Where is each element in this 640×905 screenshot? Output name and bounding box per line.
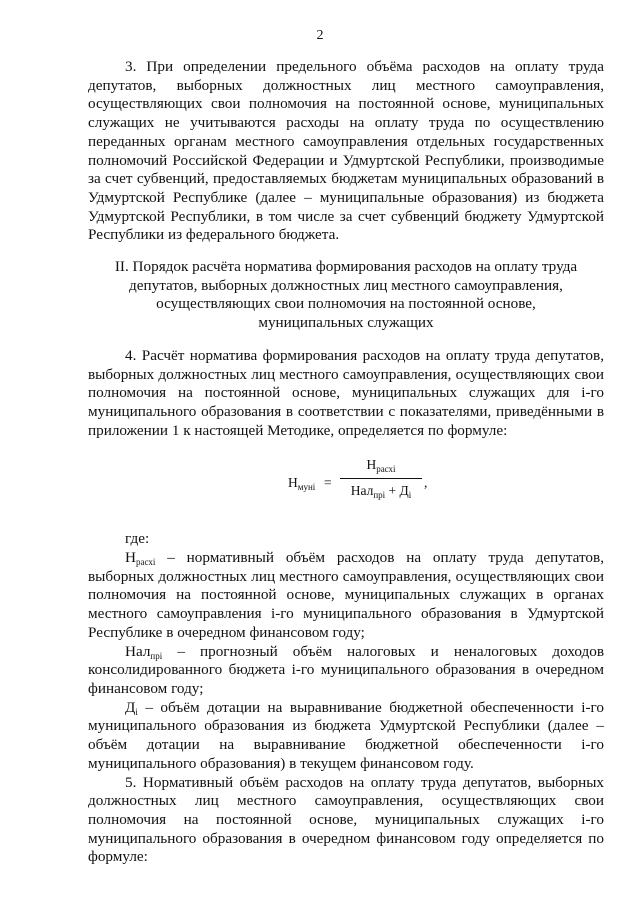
paragraph-3: 3. При определении предельного объёма расходов на оплату труда депутатов, выборных должностных лиц местного самоуправления, осуществляющих свои полномочия на постоянной основе, муниципальных служащих не учитываются расходы на оплату труда по осуществлению переданных органам местного самоуправления отдельных государственных полномочий Российской Федерации и Удмуртской Республики, производимые за счет субвенций, предоставляемых бюджетам муниципальных образований в Удмуртской Республике (далее – муниципальные образования) из бюджета Удмуртской Республики, в том числе за счет субвенций бюджету Удмуртской Республики из федерального бюджета. — [88, 58, 604, 244]
formula-norm — [88, 456, 604, 514]
formula-numerator: $Н_{расхi}$ — [366, 457, 396, 475]
section-heading-line-3: осуществляющих свои полномочия на постоянной основе, — [156, 295, 536, 313]
section-heading-line-4: муниципальных служащих — [258, 314, 434, 332]
paragraph-5: 5. Нормативный объём расходов на оплату труда депутатов, выборных должностных лиц местного самоуправления, осуществляющих свои полномочия на постоянной основе, муниципальных служащих i-го муниципального образования в очередном финансовом году определяется по формуле: — [88, 773, 604, 866]
definition-expenses: $Н_{расхi}$ – нормативный объём расходов на оплату труда депутатов, выборных должностных лиц местного самоуправления, осуществляющих свои полномочия на постоянной основе, муниципальных служащих в органах местного самоуправления i-го муниципального образования в Удмуртской Республике в очередном финансовом году; — [88, 549, 604, 641]
formula-lhs: $Н_{мунi}$ — [288, 475, 316, 493]
where-label: где: — [125, 530, 150, 548]
formula-denominator: $Нал_{прi} + Д_i$ — [350, 483, 412, 501]
formula-equals: = — [324, 475, 332, 491]
formula-comma: , — [424, 475, 428, 491]
section-heading — [88, 258, 604, 333]
definition-revenues: Нал$_{прi}$ – прогнозный объём налоговых и неналоговых доходов консолидированного бюджета i-го муниципального образования в очередном финансовом году; — [88, 642, 604, 697]
fraction-bar — [340, 478, 422, 479]
paragraph-4: 4. Расчёт норматива формирования расходов на оплату труда депутатов, выборных должностных лиц местного самоуправления, осуществляющих свои полномочия на постоянной основе, муниципальных служащих для i-го муниципального образования в соответствии с показателями, приведёнными в приложении 1 к настоящей Методике, определяется по формуле: — [88, 346, 604, 439]
section-heading-line-2: депутатов, выборных должностных лиц местного самоуправления, — [129, 276, 563, 294]
section-heading-line-1: II. Порядок расчёта норматива формирования расходов на оплату труда — [114, 258, 578, 276]
definition-subsidy: $Д_i$ – объём дотации на выравнивание бюджетной обеспеченности i-го муниципального образования из бюджета Удмуртской Республики (далее – объём дотации на выравнивание бюджетной обеспеченности i-го муниципального образования) в текущем финансовом году. — [88, 698, 604, 772]
document-body — [88, 58, 604, 867]
page-number: 2 — [316, 28, 324, 43]
